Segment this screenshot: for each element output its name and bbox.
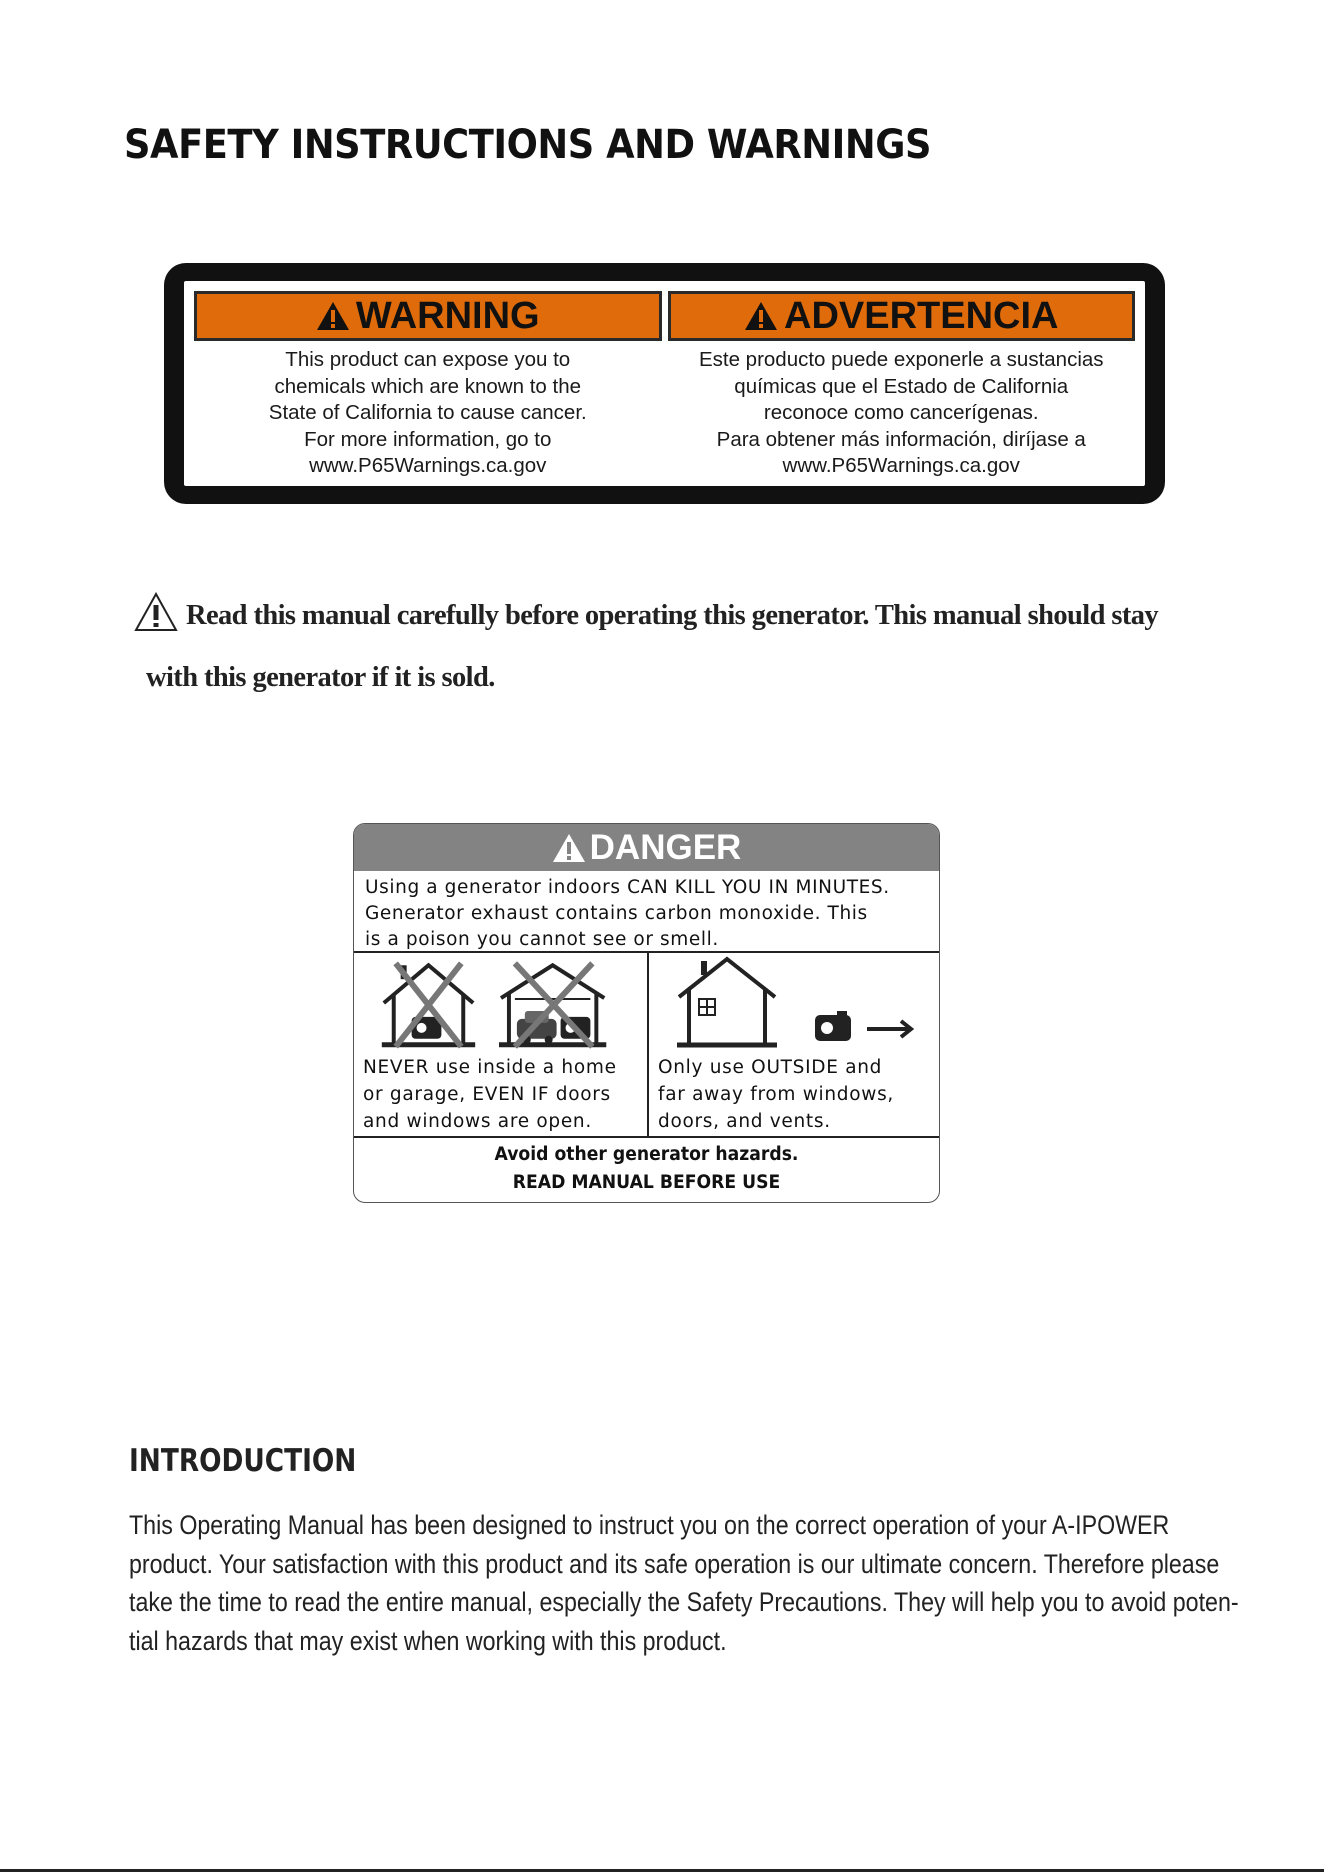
- danger-carbon-monoxide-label: [353, 823, 940, 1203]
- prop65-spanish-line: Este producto puede exponerle a sustancias: [698, 348, 1104, 371]
- introduction-heading: INTRODUCTION: [129, 1443, 357, 1479]
- warning-triangle-icon: [744, 301, 778, 331]
- introduction-line: tial hazards that may exist when working with this product.: [129, 1625, 727, 1656]
- danger-header: [354, 824, 939, 871]
- danger-pictogram-row: [354, 953, 939, 1138]
- prop65-warning-label: [164, 263, 1165, 504]
- introduction-line: product. Your satisfaction with this product and its safe operation is our ultimate concern. Therefore please: [129, 1548, 1220, 1579]
- danger-triangle-icon: [552, 833, 586, 863]
- introduction-body: [129, 1506, 1239, 1660]
- generator-icon: [815, 1011, 851, 1041]
- danger-outside-text: [658, 1054, 894, 1135]
- danger-lead-text: [354, 871, 939, 953]
- danger-footer-line: READ MANUAL BEFORE USE: [512, 1172, 781, 1193]
- danger-never-text: [363, 1054, 617, 1135]
- prop65-english-header: [194, 291, 662, 341]
- prop65-spanish-text: [699, 347, 1104, 480]
- house-icon: [677, 959, 777, 1045]
- arrow-right-icon: [867, 1021, 911, 1037]
- danger-footer: [374, 1138, 918, 1197]
- prop65-spanish-header: [668, 291, 1136, 341]
- prop65-spanish-line: Para obtener más información, diríjase a: [716, 427, 1086, 451]
- introduction-line: This Operating Manual has been designed to instruct you on the correct operation of your A-IPOWER: [129, 1510, 1170, 1540]
- danger-outside-line: Only use OUTSIDE and: [658, 1057, 883, 1078]
- danger-footer-line: Avoid other generator hazards.: [494, 1144, 799, 1165]
- prop65-english-text: [269, 347, 587, 480]
- prop65-english-line: This product can expose you to: [285, 348, 571, 371]
- read-manual-text-1: Read this manual carefully before operating this generator. This manual should stay: [186, 600, 1159, 631]
- danger-never-line: NEVER use inside a home: [363, 1057, 617, 1078]
- read-manual-note: [134, 592, 1194, 694]
- danger-lead-line: is a poison you cannot see or smell.: [365, 929, 719, 950]
- prop65-english-line: For more information, go to: [304, 427, 552, 451]
- prop65-english-header-text: WARNING: [355, 294, 540, 337]
- prop65-spanish-header-text: ADVERTENCIA: [784, 294, 1059, 337]
- danger-never-indoors-cell: [354, 953, 649, 1136]
- prop65-spanish-line: reconoce como cancerígenas.: [763, 401, 1039, 424]
- introduction-line: take the time to read the entire manual, especially the Safety Precautions. They will help you to avoid poten-: [129, 1587, 1239, 1617]
- prop65-spanish-line: químicas que el Estado de California: [734, 374, 1069, 398]
- page-title: SAFETY INSTRUCTIONS AND WARNINGS: [124, 122, 932, 168]
- danger-outside-line: doors, and vents.: [658, 1111, 831, 1132]
- danger-lead-line: Generator exhaust contains carbon monoxide. This: [365, 903, 868, 924]
- caution-triangle-icon: [134, 592, 178, 632]
- prop65-spanish-column: [668, 291, 1136, 486]
- no-indoor-generator-pictogram: [354, 953, 647, 1058]
- prop65-spanish-url: www.P65Warnings.ca.gov: [782, 454, 1020, 477]
- prop65-english-line: State of California to cause cancer.: [268, 401, 587, 424]
- danger-lead-line: Using a generator indoors CAN KILL YOU IN MINUTES.: [365, 877, 890, 898]
- prop65-english-column: [194, 291, 662, 486]
- danger-outside-line: far away from windows,: [658, 1084, 895, 1105]
- read-manual-line: [134, 592, 1194, 632]
- read-manual-text-2: with this generator if it is sold.: [146, 662, 495, 693]
- warning-triangle-icon: [316, 301, 350, 331]
- danger-never-line: and windows are open.: [363, 1111, 592, 1132]
- danger-never-line: or garage, EVEN IF doors: [363, 1084, 611, 1105]
- danger-outside-only-cell: [649, 953, 939, 1136]
- prop65-warning-panel: [184, 281, 1145, 486]
- prop65-english-url: www.P65Warnings.ca.gov: [309, 454, 547, 477]
- outdoor-generator-pictogram: [649, 953, 939, 1058]
- prop65-english-line: chemicals which are known to the: [274, 374, 581, 398]
- danger-header-text: DANGER: [589, 827, 742, 867]
